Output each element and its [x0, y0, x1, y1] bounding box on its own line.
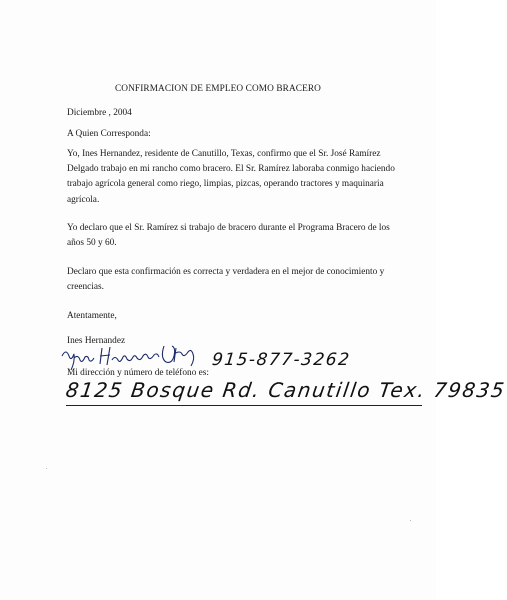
handwritten-address: 8125 Bosque Rd. Canutillo Tex. 79835	[64, 378, 507, 402]
paragraph-1-line: Yo, Ines Hernandez, residente de Canutillo, Texas, confirmo que el Sr. José Ramírez	[67, 149, 381, 159]
paragraph-2	[67, 221, 390, 251]
scan-speck	[46, 468, 47, 469]
paragraph-3-line: creencias.	[67, 282, 104, 293]
paragraph-1-line: Delgado trabajo en mi rancho como bracero. El Sr. Ramírez laboraba conmigo haciendo	[67, 164, 395, 175]
document-title: CONFIRMACION DE EMPLEO COMO BRACERO	[115, 84, 321, 94]
paragraph-1	[67, 147, 395, 208]
address-underline	[66, 405, 422, 406]
closing: Atentamente,	[67, 311, 117, 321]
paragraph-2-line: Yo declaro que el Sr. Ramírez si trabajo de bracero durante el Programa Bracero de los	[67, 223, 390, 233]
paragraph-1-line: trabajo agrícola general como riego, limpias, pizcas, operando tractores y maquinaria	[67, 179, 384, 190]
signer-name: Ines Hernandez	[67, 336, 126, 346]
scan-speck	[410, 520, 411, 521]
salutation: A Quien Corresponda:	[67, 129, 151, 139]
paragraph-3-line: Declaro que esta confirmación es correcta y verdadera en el mejor de conocimiento y	[67, 267, 385, 277]
paragraph-3	[67, 265, 385, 295]
handwritten-phone: 915-877-3262	[210, 350, 352, 370]
paragraph-1-line: agrícola.	[67, 194, 100, 205]
paragraph-2-line: años 50 y 60.	[67, 238, 117, 249]
letter-date: Diciembre , 2004	[67, 108, 132, 118]
contact-label: Mi dirección y número de teléfono es:	[67, 368, 209, 378]
